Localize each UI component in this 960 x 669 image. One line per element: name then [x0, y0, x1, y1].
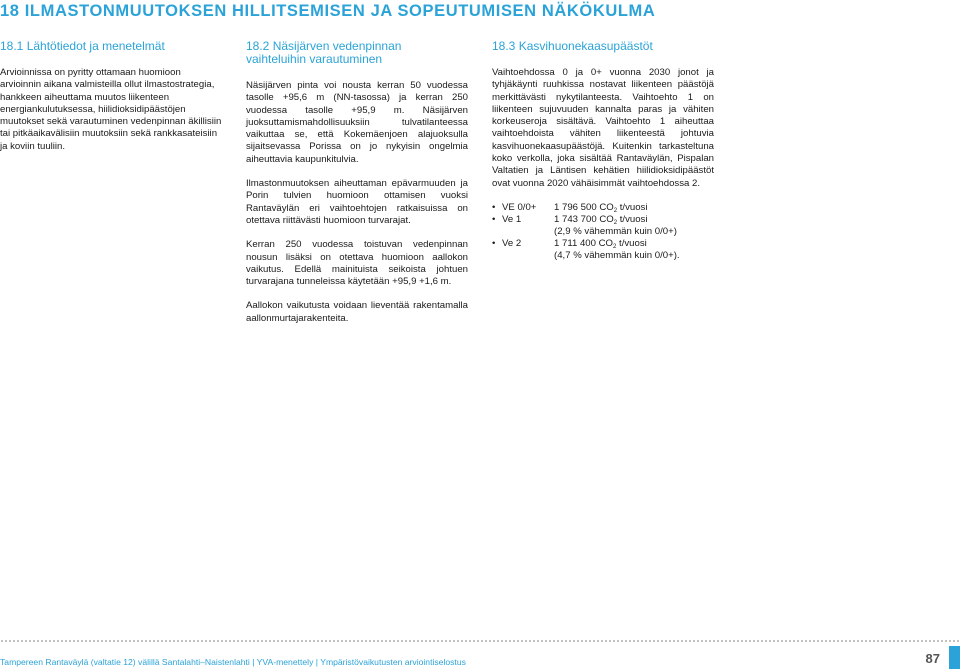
section-heading [246, 40, 468, 66]
body-paragraph: Kerran 250 vuodessa toistuvan vedenpinnan nousun lisäksi on otettava huomioon aallokon vaikutus. Edellä mainituista seikoista johtuen turvarajana tunneleissa käytetään +95,9 +1,6 m. [246, 239, 468, 288]
footer-divider [0, 640, 960, 642]
bullet-icon: • [492, 213, 496, 225]
section-heading: 18.1 Lähtötiedot ja menetelmät [0, 39, 165, 53]
list-item-label: VE 0/0+ [502, 201, 537, 213]
list-item-label: Ve 2 [502, 237, 522, 249]
list-item [492, 214, 714, 238]
list-item [492, 202, 714, 214]
section-heading-line: 18.2 Näsijärven vedenpinnan [246, 39, 402, 53]
body-paragraph: Näsijärven pinta voi nousta kerran 50 vuodessa tasolle +95,6 m (NN-tasossa) ja kerran 250 vuodessa tasolle +95,9 m. Näsijärven juoksuttamismahdollisuuksiin tulvatilanteessa vaikuttaa se, että Kokemäenjoen alajuoksulla sijaitsevassa Porissa on jo nykyisin ongelmia aiheuttavia kaupunkitulvia. [246, 80, 468, 165]
list-item-note: (2,9 % vähemmän kuin 0/0+) [554, 225, 677, 237]
list-item-value: 1 743 700 $CO_2$ t/vuosi (2,9 % vähemmän kuin 0/0+) [554, 213, 677, 237]
bullet-icon: • [492, 237, 496, 249]
list-item-value: 1 711 400 $CO_2$ t/vuosi (4,7 % vähemmän kuin 0/0+). [554, 237, 680, 261]
list-item-note: (4,7 % vähemmän kuin 0/0+). [554, 249, 680, 261]
body-paragraph: Vaihtoehdossa 0 ja 0+ vuonna 2030 jonot ja tyhjäkäynti ruuhkissa nostavat liikenteen päästöjä merkittävästi nykytilanteesta. Vaihtoehto 1 on liikenteen sujuvuuden kannalta paras ja vähiten korkeuseroja sisältävä. Vaihtoehto 1 aiheuttaa vaihtoehdoista vähiten liikenteestä johtuvia kasvihuonekaasupäästöjä. Kuitenkin tarkasteltuna koko verkolla, joka sisältää Rantaväylän, Pispalan Valtatien ja Läntisen kehätien hiilidioksidipäästöt ovat vuonna 2020 vähäisimmät vaihtoehdossa 2. [492, 67, 714, 189]
footer-text: Tampereen Rantaväylä (valtatie 12) välillä Santalahti–Naistenlahti | YVA-menettely | Ympäristövaikutusten arviointiselostus [0, 657, 466, 667]
chapter-title: 18 ILMASTONMUUTOKSEN HILLITSEMISEN JA SOPEUTUMISEN NÄKÖKULMA [0, 2, 656, 20]
section-18-2 [246, 40, 468, 337]
page-number: 87 [925, 651, 940, 666]
body-paragraph: Ilmastonmuutoksen aiheuttaman epävarmuuden ja Porin tulvien huomioon ottamisen vuoksi Rantaväylän eri vaihtoehtojen ratkaisuissa on otettava riittävästi huomioon turvarajat. [246, 178, 468, 226]
body-paragraph: Aallokon vaikutusta voidaan lieventää rakentamalla aallonmurtajarakenteita. [246, 300, 468, 324]
list-item-value: 1 796 500 $CO_2$ t/vuosi [554, 201, 648, 214]
emissions-list [492, 202, 714, 262]
section-heading-line: vaihteluihin varautuminen [246, 52, 383, 66]
body-paragraph: Arvioinnissa on pyritty ottamaan huomioon arvioinnin aikana valmisteilla ollut ilmastostrategia, hankkeen aiheuttama muutos liikenteen energiankulutuksessa, hiilidioksidipäästöjen muutokset sekä varautuminen vedenpinnan äkillisiin tai pitkäaikavälisiin muutoksiin sekä rankkasateisiin ja koviin tuuliin. [0, 67, 222, 152]
list-item-label: Ve 1 [502, 213, 522, 225]
page-marker-bar [949, 646, 960, 669]
section-18-3 [492, 40, 714, 262]
bullet-icon: • [492, 201, 496, 213]
list-item [492, 238, 714, 262]
section-18-1 [0, 40, 222, 165]
section-heading: 18.3 Kasvihuonekaasupäästöt [492, 39, 653, 53]
